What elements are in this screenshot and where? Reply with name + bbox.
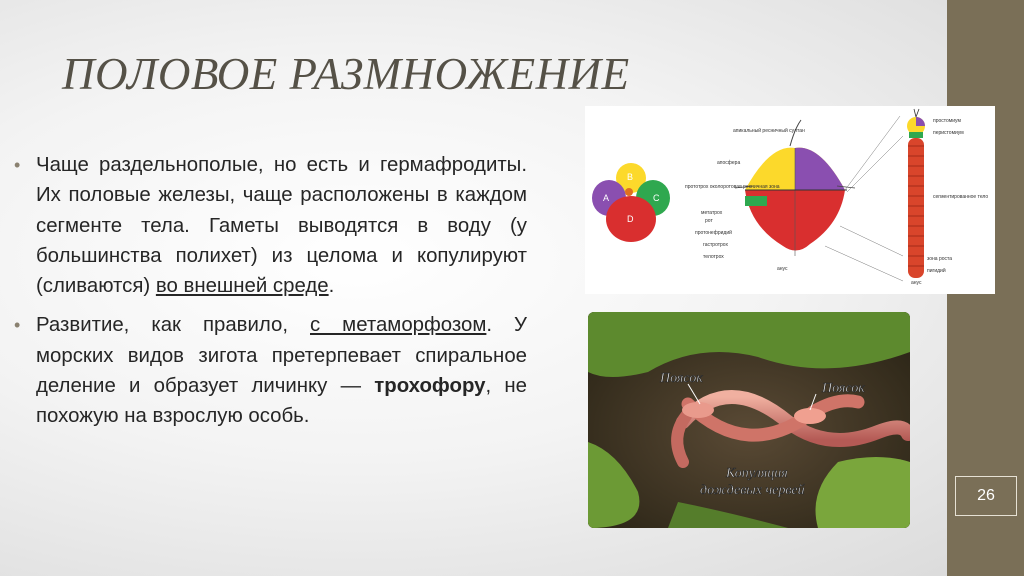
bullet-text: Чаще раздельнополые, но есть и гермафродиты. Их половые железы, чаще расположены в каждом сегменте тела. Гаметы выводятся в воду (у большинства полихет) из целома и копулируют (сливаются): [36, 154, 527, 298]
diagram-label: сегментированное тело: [933, 194, 989, 200]
diagram-label: апикальный ресничный султан: [733, 128, 805, 134]
earthworm-copulation-photo: [588, 312, 910, 528]
bullet-text: , не похожую на взрослую особь.: [36, 375, 527, 428]
slide-title: ПОЛОВОЕ РАЗМНОЖЕНИЕ: [62, 49, 630, 99]
cell-label: D: [627, 214, 634, 224]
body-text: [14, 150, 527, 441]
diagram-label: рот: [705, 218, 713, 224]
bullet-text: Развитие, как правило,: [36, 314, 310, 337]
bullet-item: [14, 310, 527, 431]
diagram-label: пигидий: [927, 268, 946, 274]
diagram-label: метатрох: [701, 210, 723, 216]
bullet-item: [14, 150, 527, 301]
diagram-label: анус: [777, 266, 788, 272]
diagram-label: перистомиум: [933, 130, 964, 136]
underlined-text: с метаморфозом: [310, 314, 487, 337]
bullet-text: .: [328, 275, 335, 298]
diagram-label: телотрох: [703, 254, 724, 260]
page-number: 26: [955, 476, 1017, 516]
bullet-marker: •: [14, 315, 21, 336]
cell-label: B: [627, 172, 634, 182]
bullet-marker: •: [14, 155, 21, 175]
bold-text: трохофору: [374, 375, 486, 398]
diagram-label: апосфера: [717, 160, 741, 166]
photo-caption-line1: Копуляция: [726, 466, 788, 481]
clitellum-label-left: Поясок: [660, 371, 703, 386]
cell-label: C: [653, 193, 660, 203]
diagram-label: анус: [911, 280, 922, 286]
diagram-label: гастротрох: [703, 242, 729, 248]
diagram-label: прототрох околоротовая ресничная зона: [685, 184, 780, 190]
spiral-cleavage-cells: [592, 163, 670, 242]
cell-label: A: [603, 193, 610, 203]
clitellum-label-right: Поясок: [822, 381, 865, 396]
bullet-text: . У морских видов зигота претерпевает спиральное деление и образует личинку —: [36, 314, 527, 398]
trochophore-diagram: [585, 106, 995, 294]
photo-caption-line2: дождевых червей: [700, 483, 805, 498]
diagram-label: зона роста: [927, 256, 953, 262]
adult-worm: [907, 109, 925, 278]
underlined-text: во внешней среде: [155, 275, 329, 298]
diagram-label: простомиум: [933, 118, 961, 124]
diagram-label: протонефридий: [695, 230, 732, 236]
